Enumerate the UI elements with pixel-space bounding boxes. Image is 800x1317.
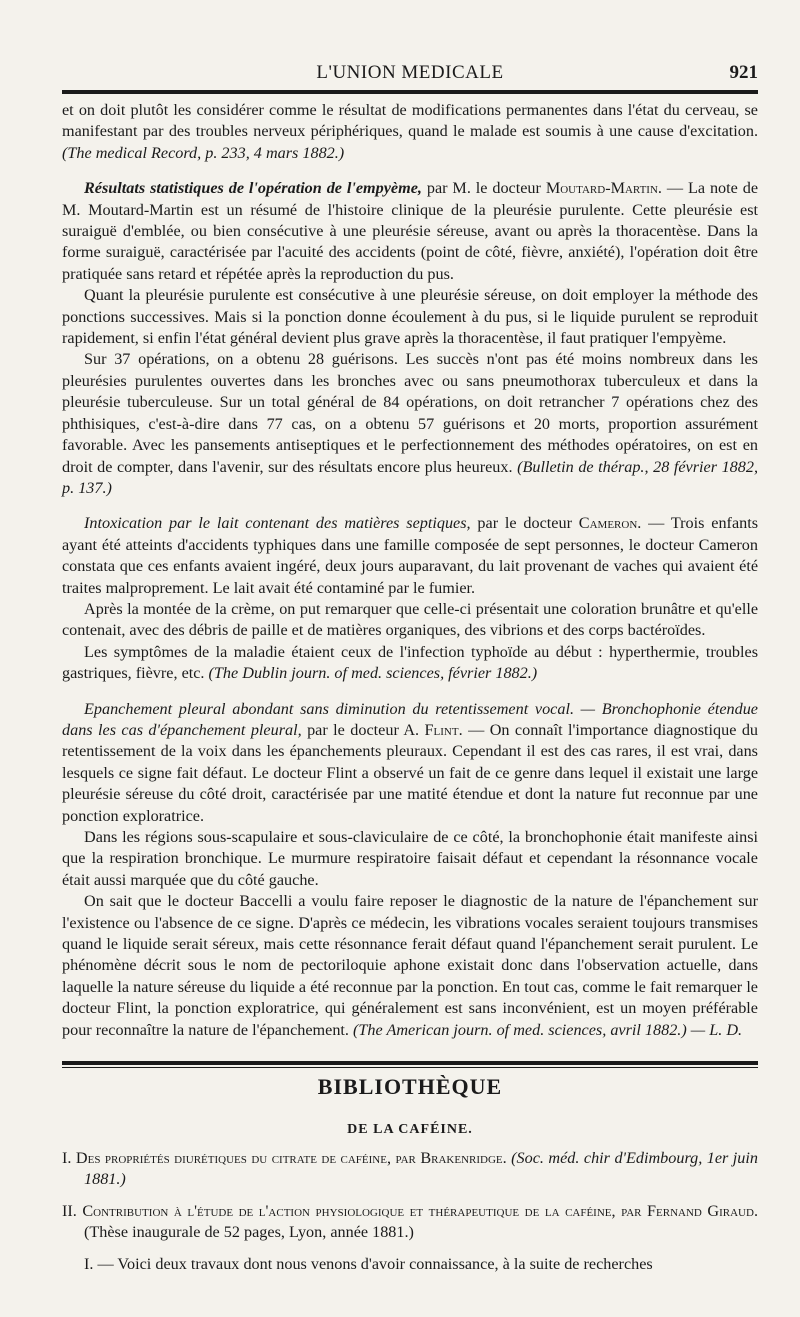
bibliotheque-heading: BIBLIOTHÈQUE: [317, 1074, 503, 1100]
intoxication-paragraph-2: Après la montée de la crème, on put remarquer que celle-ci présentait une coloration brunâtre et qu'elle contenait, avec des débris de paille et de matières organiques, des vibrions et des corps bactéroïdes.: [62, 599, 758, 640]
epanchement-paragraph-3: On sait que le docteur Baccelli a voulu faire reposer le diagnostic de la nature de l'épanchement sur l'existence ou l'absence de ce signe. D'après ce médecin, les vibrations vocales seraient toujours transmises quand le liquide serait séreux, mais cette résonnance ferait défaut quand l'épanchement serait purulent. Le phénomène décrit sous le nom de pectoriloquie aphone existait donc dans l'observation actuelle, dans laquelle la nature séreuse du liquide a été reconnue par la ponction. En tout cas, comme le fait remarquer le docteur Flint, la ponction exploratrice, qui généralement est sans inconvénient, est un moyen préférable pour reconnaître la nature de l'épanchement. (The American journ. of med. sciences, avril 1882.) — L. D.: [62, 892, 758, 1039]
empyeme-paragraph-2: Quant la pleurésie purulente est consécutive à une pleurésie séreuse, on doit employer la méthode des ponctions successives. Mais si la ponction donne écoulement à du pus, si le liquide purulent se reproduit rapidement, si enfin l'état général devient plus grave après la thoracentèse, il faut pratiquer l'empyème.: [62, 286, 758, 348]
empyeme-author: Moutard-Martin: [545, 179, 658, 198]
epanchement-paragraph-1: Epanchement pleural abondant sans diminution du retentissement vocal. — Bronchophonie étendue dans les cas d'épanchement pleural, par le docteur A. Flint. — On connaît l'importance diagnostique du retentissement de la voix dans les épanchements pleuraux. Cependant il est des cas rares, il est vrai, dans lesquels ce signe fait défaut. Le docteur Flint a observé un fait de ce genre dans lequel il existait une large pleurésie séreuse du côté droit, caractérisée par une matité étendue et dont la nature fut reconnue par une ponction exploratrice.: [62, 699, 759, 825]
journal-title: L'UNION MEDICALE: [316, 62, 504, 83]
bibliography-item: I. Des propriétés diurétiques du citrate de caféine, par Brakenridge. (Soc. méd. chir d'Edimbourg, 1er juin 1881.): [62, 1149, 758, 1189]
intoxication-paragraph-3: Les symptômes de la maladie étaient ceux de l'infection typhoïde au début : hyperthermie, troubles gastriques, fièvre, etc. (The Dublin journ. of med. sciences, février 1882.): [62, 642, 758, 683]
epanchement-paragraph-2: Dans les régions sous-scapulaire et sous-claviculaire de ce côté, la bronchophonie était manifeste ainsi que la respiration bronchique. Le murmure respiratoire faisait défaut et cependant la résonnance vocale était aussi marquée que du côté gauche.: [62, 828, 758, 889]
intoxication-author: Cameron: [578, 514, 638, 533]
empyeme-paragraph-1: Résultats statistiques de l'opération de l'empyème, par M. le docteur Moutard-Martin. — La note de M. Moutard-Martin est un résumé de l'histoire clinique de la pleurésie purulente. Cette pleurésie est suraiguë d'emblée, ou bien consécutive à une pleurésie séreuse, avant ou après la thoracentèse. Dans la forme suraiguë, caractérisée par l'acuité des accidents (point de côté, fièvre, anxiété), l'opération doit être pratiquée sans retard et répétée après la reproduction du pus.: [62, 179, 759, 283]
empyeme-paragraph-3: Sur 37 opérations, on a obtenu 28 guérisons. Les succès n'ont pas été moins nombreux dans les pleurésies purulentes ouvertes dans les bronches avec ou sans pneumothorax tuberculeux et dans la pleurésie tuberculeuse. Sur un total général de 84 opérations, on doit retrancher 7 opérations chez des phthisiques, c'est-à-dire dans 77 cas, on a obtenu 57 guérisons et 20 morts, proportion assurément favorable. Avec les pansements antiseptiques et le perfectionnement des méthodes opératoires, on est en droit de compter, dans l'avenir, sur des résultats encore plus heureux. (Bulletin de thérap., 28 février 1882, p. 137.): [62, 350, 758, 497]
bibliography-item: II. Contribution à l'étude de l'action physiologique et thérapeutique de la caféine, par Fernand Giraud. (Thèse inaugurale de 52 pages, Lyon, année 1881.): [62, 1201, 758, 1242]
running-head: [62, 58, 758, 88]
epanchement-author: Flint: [424, 720, 459, 739]
page-number: 921: [729, 62, 758, 83]
article-empyeme: [62, 178, 758, 499]
section-separator: [62, 1061, 758, 1068]
journal-page: [62, 58, 758, 1275]
intoxication-title: Intoxication par le lait contenant des matières septiques,: [84, 514, 471, 533]
epanchement-title: Epanchement pleural abondant sans diminution du retentissement vocal. — Bronchophonie étendue dans les cas d'épanchement pleural,: [62, 699, 758, 739]
empyeme-title: Résultats statistiques de l'opération de l'empyème,: [84, 179, 422, 198]
closing-paragraph: I. — Voici deux travaux dont nous venons d'avoir connaissance, à la suite de recherches: [84, 1254, 653, 1273]
bibliotheque-subheading: DE LA CAFÉINE.: [347, 1122, 473, 1138]
continuation-paragraph: et on doit plutôt les considérer comme le résultat de modifications permanentes dans l'état du cerveau, se manifestant par des troubles nerveux périphériques, quand le malade est soumis à une cause d'excitation. (The medical Record, p. 233, 4 mars 1882.): [62, 101, 758, 162]
article-intoxication: [62, 513, 758, 684]
article-body: [62, 100, 758, 1041]
bibliotheque-closing: [62, 1254, 758, 1275]
article-epanchement: [62, 699, 758, 1042]
intoxication-paragraph-1: Intoxication par le lait contenant des matières septiques, par le docteur Cameron. — Trois enfants ayant été atteints d'accidents typhiques dans une famille composée de sept personnes, le docteur Cameron constata que ces enfants avaient ingéré, deux jours auparavant, du lait provenant de vaches qui avaient été traites malproprement. Le lait avait été contaminé par le fumier.: [62, 514, 759, 597]
header-rule: [62, 90, 758, 94]
